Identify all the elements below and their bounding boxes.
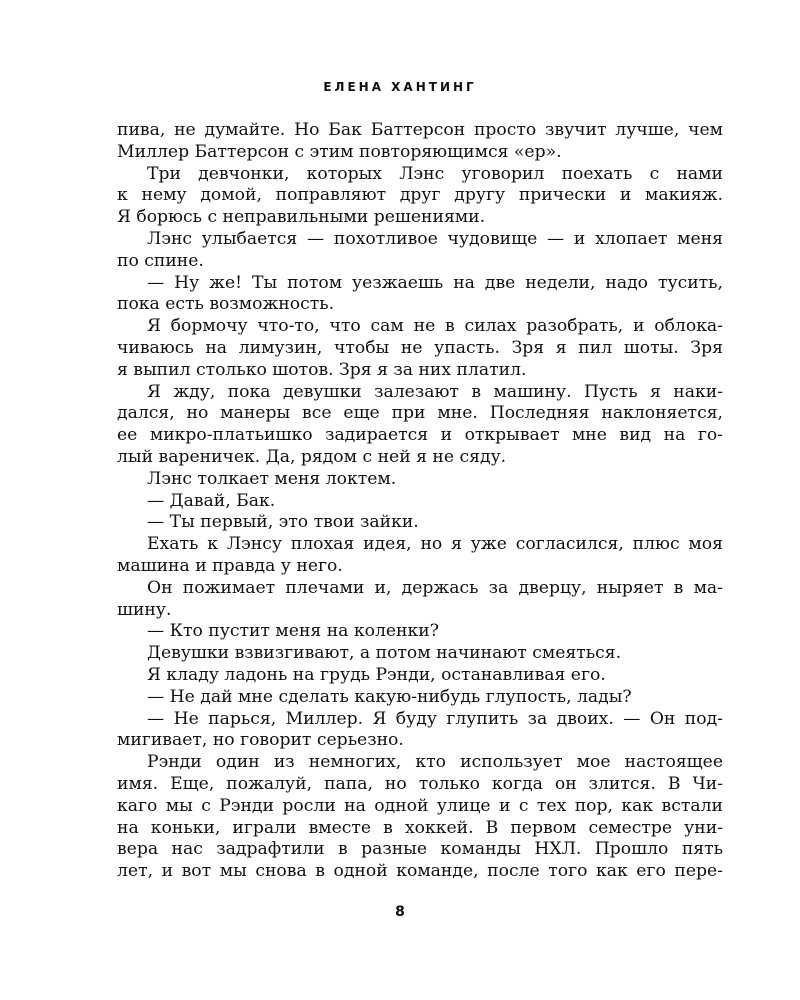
text-line: Три девчонки, которых Лэнс уговорил поехать с нами bbox=[147, 163, 723, 184]
text-line: Рэнди один из немногих, кто использует мое настоящее bbox=[147, 752, 723, 773]
text-line: ее микро-платьишко задирается и открывает мне вид на го- bbox=[117, 425, 723, 446]
text-line: шину. bbox=[117, 599, 172, 620]
text-line: я выпил столько шотов. Зря я за них платил. bbox=[117, 359, 527, 380]
text-line: по спине. bbox=[117, 250, 204, 271]
text-line: лет, и вот мы снова в одной команде, после того как его пере- bbox=[117, 861, 723, 882]
text-line: Я жду, пока девушки залезают в машину. Пусть я наки- bbox=[147, 381, 723, 402]
text-line: Миллер Баттерсон с этим повторяющимся «ер». bbox=[117, 141, 562, 162]
text-line: каго мы с Рэнди росли на одной улице и с тех пор, как встали bbox=[117, 795, 723, 816]
text-line: Он пожимает плечами и, держась за дверцу, ныряет в ма- bbox=[147, 577, 723, 598]
text-line: машина и правда у него. bbox=[117, 555, 343, 576]
text-line: Я борюсь с неправильными решениями. bbox=[117, 207, 486, 228]
text-line: чиваюсь на лимузин, чтобы не упасть. Зря я пил шоты. Зря bbox=[117, 337, 723, 358]
text-line: — Не дай мне сделать какую-нибудь глупость, лады? bbox=[147, 686, 632, 707]
text-line: Я кладу ладонь на грудь Рэнди, останавливая его. bbox=[147, 664, 606, 685]
running-header: ЕЛЕНА ХАНТИНГ bbox=[323, 80, 477, 94]
text-line: Я бормочу что-то, что сам не в силах разобрать, и облока- bbox=[147, 316, 723, 337]
text-line: пока есть возможность. bbox=[117, 294, 335, 315]
text-line: — Не парься, Миллер. Я буду глупить за двоих. — Он под- bbox=[147, 708, 723, 729]
text-line: Лэнс улыбается — похотливое чудовище — и хлопает меня bbox=[147, 228, 723, 249]
text-line: лый вареничек. Да, рядом с ней я не сяду. bbox=[117, 446, 507, 467]
text-line: Ехать к Лэнсу плохая идея, но я уже согласился, плюс моя bbox=[147, 534, 723, 555]
text-line: к нему домой, поправляют друг другу прически и макияж. bbox=[117, 185, 723, 206]
text-line: на коньки, играли вместе в хоккей. В первом семестре уни- bbox=[117, 817, 723, 838]
text-line: — Ну же! Ты потом уезжаешь на две недели, надо тусить, bbox=[147, 272, 723, 293]
text-line: имя. Еще, пожалуй, папа, но только когда он злится. В Чи- bbox=[117, 773, 723, 794]
body-text bbox=[117, 120, 723, 883]
text-line: Лэнс толкает меня локтем. bbox=[147, 468, 397, 489]
text-line: дался, но манеры все еще при мне. Последняя наклоняется, bbox=[117, 403, 723, 424]
text-line: — Давай, Бак. bbox=[147, 490, 276, 511]
text-line: — Ты первый, это твои зайки. bbox=[147, 512, 419, 533]
text-line: — Кто пустит меня на коленки? bbox=[147, 621, 439, 642]
text-line: вера нас задрафтили в разные команды НХЛ. Прошло пять bbox=[117, 839, 723, 860]
text-line: Девушки взвизгивают, а потом начинают смеяться. bbox=[147, 643, 622, 664]
text-line: мигивает, но говорит серьезно. bbox=[117, 730, 404, 751]
text-line: пива, не думайте. Но Бак Баттерсон просто звучит лучше, чем bbox=[117, 120, 723, 140]
page-number: 8 bbox=[395, 904, 405, 920]
